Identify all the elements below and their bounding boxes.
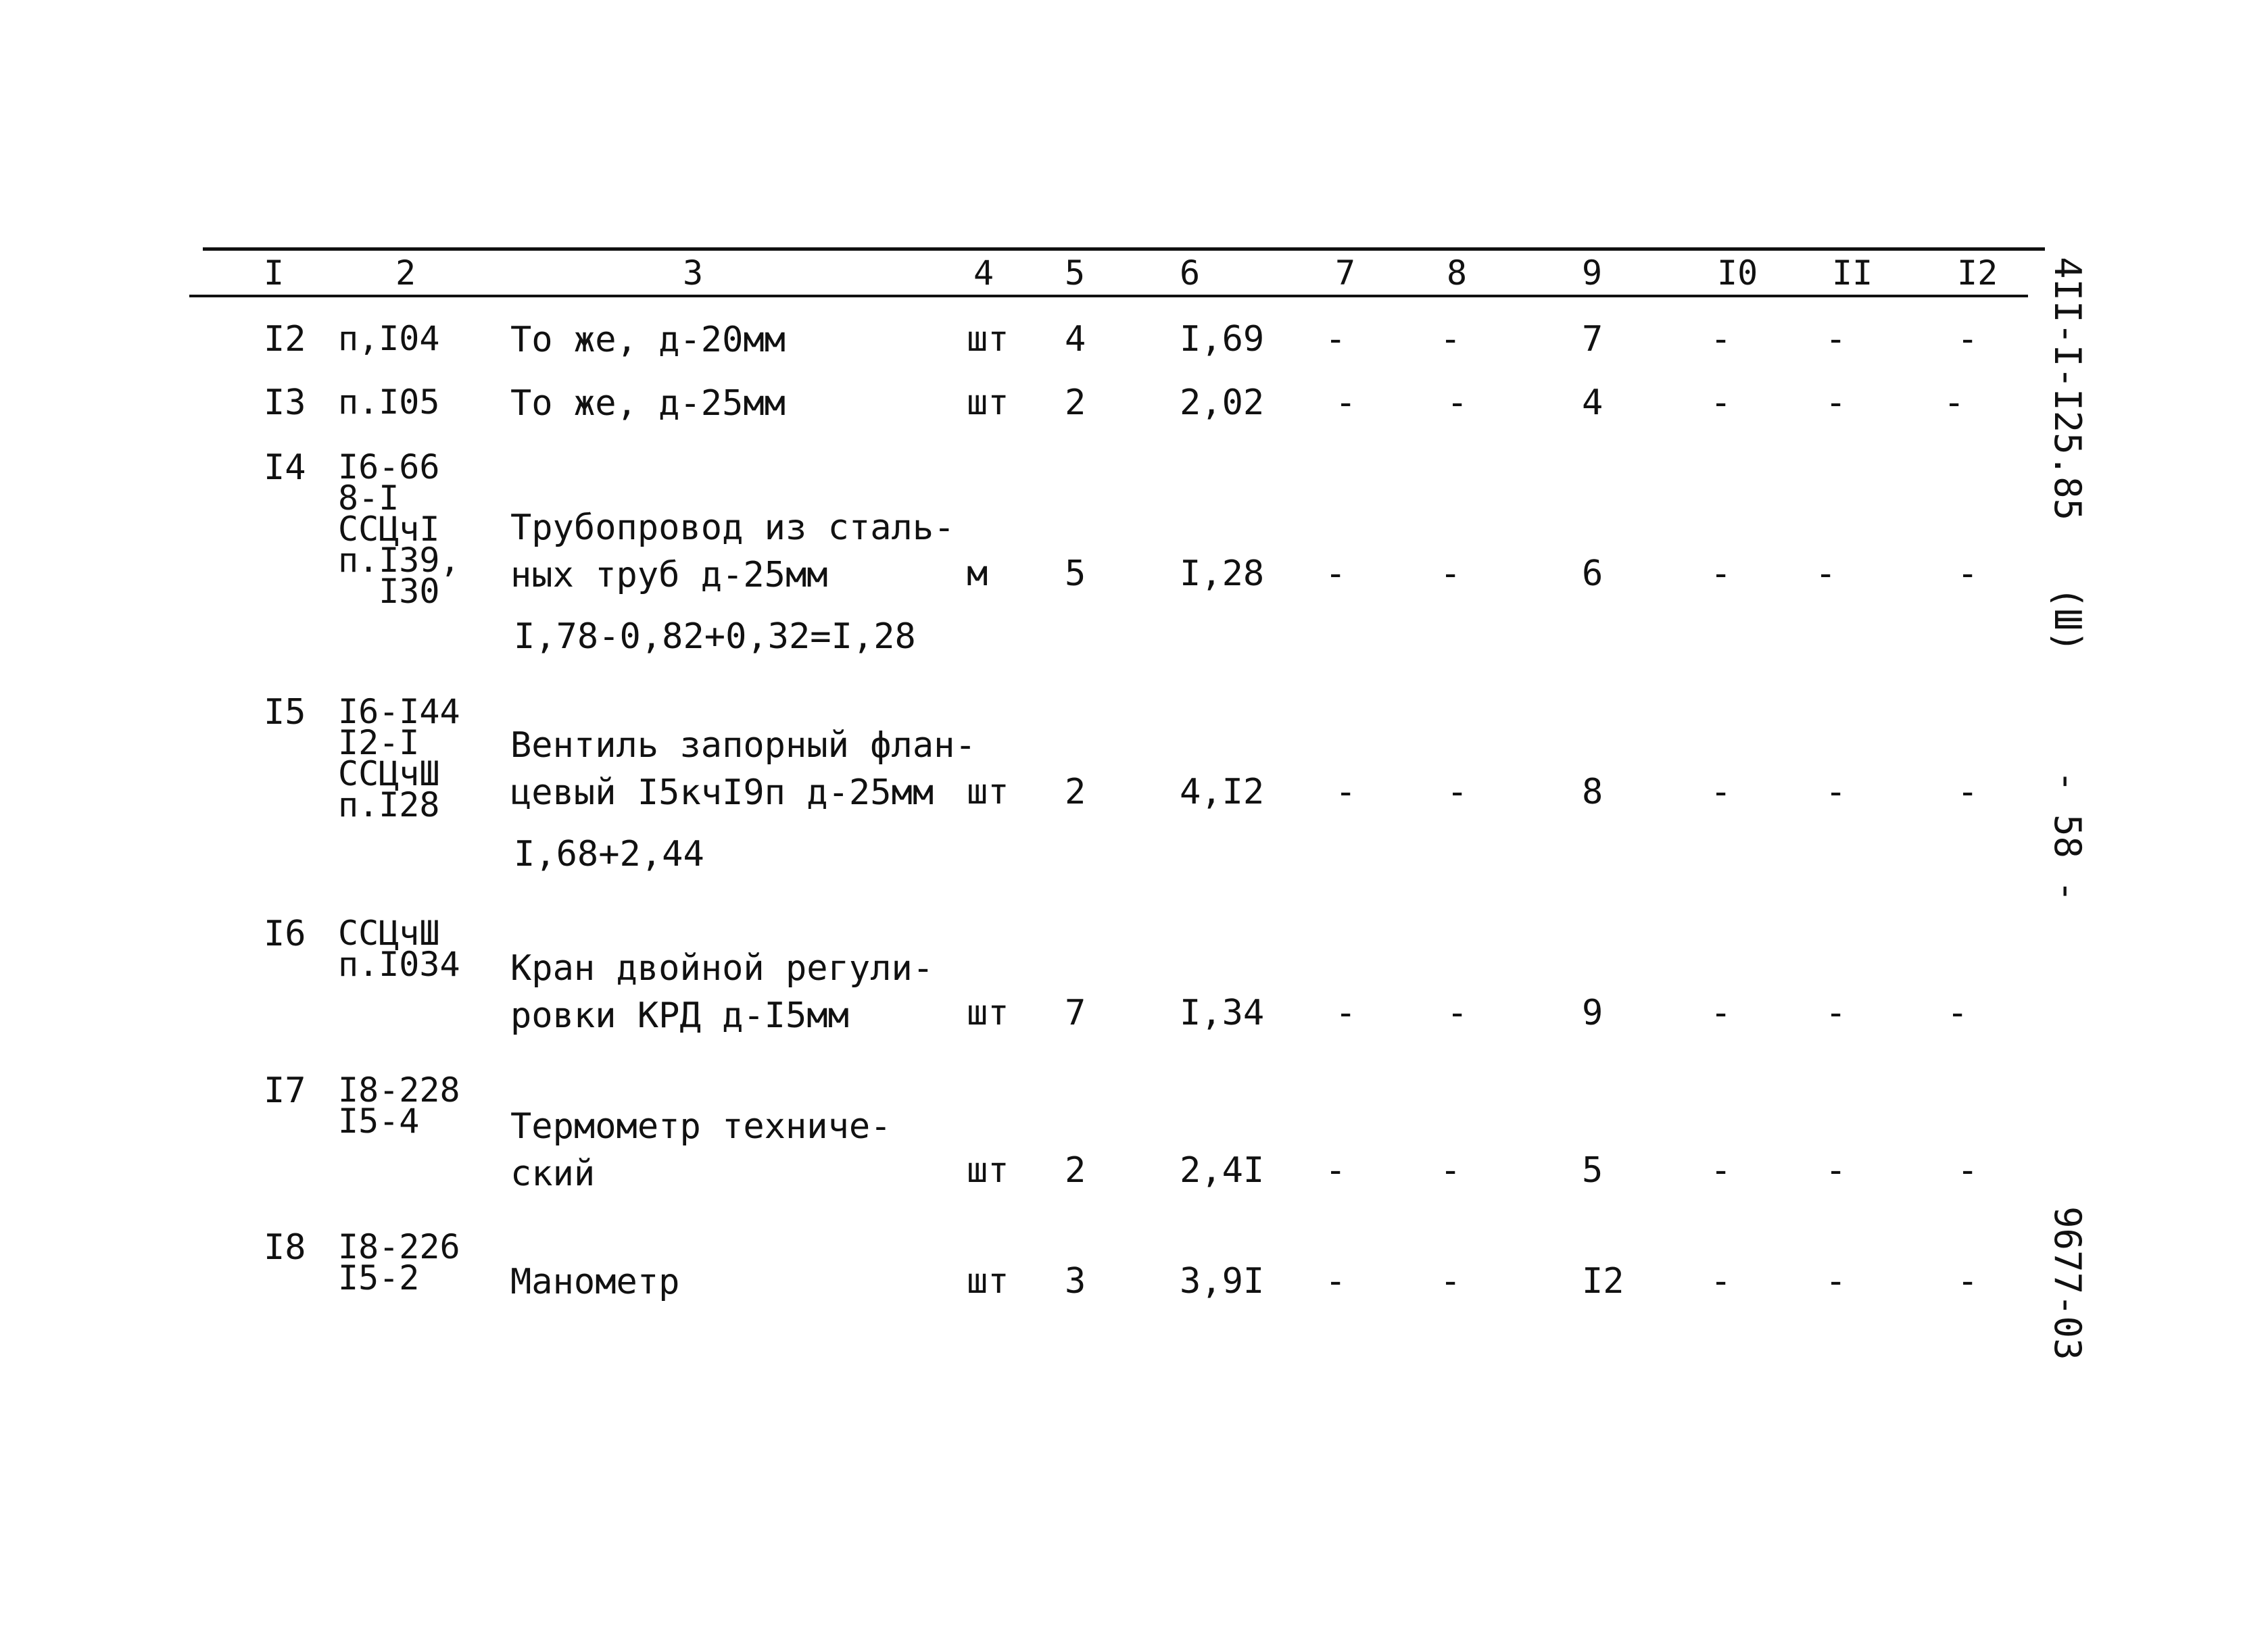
row-unit: шт xyxy=(967,772,1009,812)
header-col-1: I xyxy=(264,253,285,293)
row-col-8: - xyxy=(1447,993,1468,1033)
row-col-7: - xyxy=(1325,1150,1347,1191)
row-col-7: - xyxy=(1335,993,1357,1033)
row-unit: шт xyxy=(967,993,1009,1033)
row-value: 3,9I xyxy=(1180,1261,1265,1302)
row-unit: шт xyxy=(967,383,1009,423)
row-number: I8 xyxy=(264,1227,306,1268)
header-col-4: 4 xyxy=(973,253,994,293)
table-top-rule xyxy=(203,247,2045,251)
row-quantity: 3 xyxy=(1065,1261,1086,1302)
row-description: То же, д-25мм xyxy=(510,383,786,424)
row-col-9: 5 xyxy=(1582,1150,1603,1191)
row-calculation: I,78-0,82+0,32=I,28 xyxy=(514,616,916,657)
row-col-10: - xyxy=(1710,553,1732,594)
row-number: I3 xyxy=(264,383,306,423)
row-unit: шт xyxy=(967,319,1009,360)
row-col-8: - xyxy=(1440,319,1462,360)
row-col-8: - xyxy=(1440,553,1462,594)
row-col-7: - xyxy=(1325,553,1347,594)
row-number: I7 xyxy=(264,1070,306,1111)
row-col-11: - xyxy=(1825,1261,1847,1302)
header-col-10: I0 xyxy=(1717,253,1758,293)
row-col-8: - xyxy=(1440,1261,1462,1302)
row-quantity: 7 xyxy=(1065,993,1086,1033)
row-quantity: 2 xyxy=(1065,383,1086,423)
row-col-10: - xyxy=(1710,1261,1732,1302)
header-col-5: 5 xyxy=(1065,253,1086,293)
row-description: Термометр техниче- ский xyxy=(510,1106,892,1194)
row-col-10: - xyxy=(1710,319,1732,360)
row-unit: шт xyxy=(967,1150,1009,1191)
row-col-9: I2 xyxy=(1582,1261,1624,1302)
row-col-7: - xyxy=(1325,1261,1347,1302)
row-col-10: - xyxy=(1710,993,1732,1033)
row-col-9: 6 xyxy=(1582,553,1603,594)
row-col-11: - xyxy=(1825,1150,1847,1191)
row-col-10: - xyxy=(1710,772,1732,812)
row-description: Вентиль запорный флан- цевый I5кчI9п д-25мм xyxy=(510,725,976,813)
row-number: I2 xyxy=(264,319,306,360)
row-code: I8-226 I5-2 xyxy=(338,1227,460,1298)
table-header-rule xyxy=(189,295,2028,297)
header-col-9: 9 xyxy=(1582,253,1603,293)
row-col-9: 9 xyxy=(1582,993,1603,1033)
row-col-12: - xyxy=(1957,1261,1979,1302)
row-quantity: 2 xyxy=(1065,1150,1086,1191)
row-col-11: - xyxy=(1825,319,1847,360)
row-number: I5 xyxy=(264,692,306,733)
row-col-9: 8 xyxy=(1582,772,1603,812)
row-col-12: - xyxy=(1947,993,1969,1033)
row-code: п.I05 xyxy=(338,383,440,422)
row-col-10: - xyxy=(1710,1150,1732,1191)
row-col-9: 7 xyxy=(1582,319,1603,360)
row-quantity: 4 xyxy=(1065,319,1086,360)
row-col-11: - xyxy=(1825,772,1847,812)
row-col-9: 4 xyxy=(1582,383,1603,423)
page-number: - 58 - xyxy=(2046,770,2089,903)
row-col-12: - xyxy=(1957,319,1979,360)
row-quantity: 2 xyxy=(1065,772,1086,812)
row-col-11: - xyxy=(1825,993,1847,1033)
row-code: п,I04 xyxy=(338,319,440,358)
header-col-6: 6 xyxy=(1180,253,1201,293)
row-col-7: - xyxy=(1325,319,1347,360)
header-col-2: 2 xyxy=(395,253,416,293)
row-col-7: - xyxy=(1335,772,1357,812)
row-col-8: - xyxy=(1440,1150,1462,1191)
row-col-8: - xyxy=(1447,772,1468,812)
row-col-12: - xyxy=(1957,772,1979,812)
row-col-8: - xyxy=(1447,383,1468,423)
row-value: I,69 xyxy=(1180,319,1265,360)
row-number: I6 xyxy=(264,914,306,954)
row-description: Кран двойной регули- ровки КРД д-I5мм xyxy=(510,948,934,1036)
archive-number: 9677-03 xyxy=(2046,1206,2089,1360)
row-col-10: - xyxy=(1710,383,1732,423)
header-col-7: 7 xyxy=(1335,253,1356,293)
header-col-12: I2 xyxy=(1957,253,1998,293)
row-col-7: - xyxy=(1335,383,1357,423)
row-number: I4 xyxy=(264,447,306,488)
row-unit: м xyxy=(967,553,988,594)
row-col-11: - xyxy=(1815,553,1837,594)
row-calculation: I,68+2,44 xyxy=(514,834,704,874)
row-quantity: 5 xyxy=(1065,553,1086,594)
row-description: То же, д-20мм xyxy=(510,320,786,360)
row-value: 2,4I xyxy=(1180,1150,1265,1191)
row-value: 2,02 xyxy=(1180,383,1265,423)
row-col-11: - xyxy=(1825,383,1847,423)
row-code: ССЦчШ п.I034 xyxy=(338,914,460,984)
document-code: 4II-I-I25.85 xyxy=(2046,257,2089,521)
row-col-12: - xyxy=(1944,383,1965,423)
row-value: I,28 xyxy=(1180,553,1265,594)
row-col-12: - xyxy=(1957,1150,1979,1191)
document-part: (Ш) xyxy=(2046,587,2089,653)
header-col-11: II xyxy=(1832,253,1873,293)
row-value: 4,I2 xyxy=(1180,772,1265,812)
row-code: I6-66 8-I ССЦчI п.I39, I30 xyxy=(338,447,460,611)
row-code: I8-228 I5-4 xyxy=(338,1070,460,1141)
row-value: I,34 xyxy=(1180,993,1265,1033)
header-col-8: 8 xyxy=(1447,253,1468,293)
row-code: I6-I44 I2-I ССЦчШ п.I28 xyxy=(338,692,460,824)
header-col-3: 3 xyxy=(683,253,704,293)
row-description: Манометр xyxy=(510,1262,680,1302)
row-unit: шт xyxy=(967,1261,1009,1302)
row-description: Трубопровод из сталь- ных труб д-25мм xyxy=(510,508,955,595)
row-col-12: - xyxy=(1957,553,1979,594)
